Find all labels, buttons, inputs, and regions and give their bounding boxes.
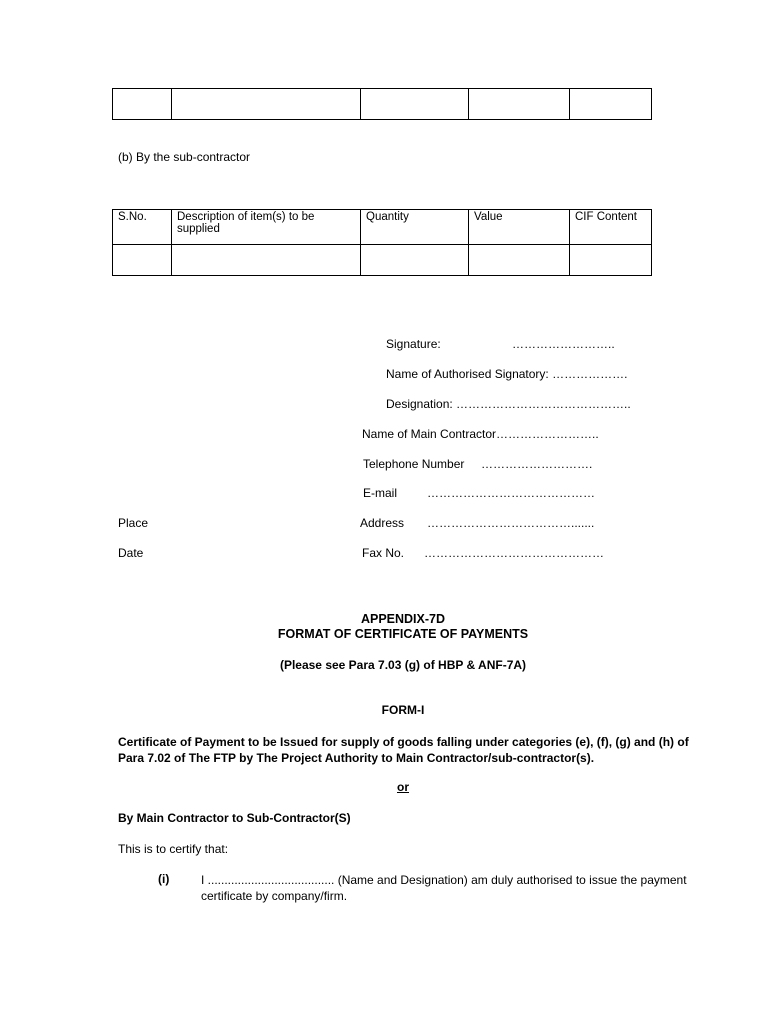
header-quantity: Quantity: [361, 210, 469, 245]
form-label: FORM-I: [381, 703, 425, 717]
appendix-title: APPENDIX-7D: [360, 612, 446, 626]
address-label: Address: [360, 516, 405, 530]
item-text: I ...................................... (Name and Designation) am duly authorised to issue the payment certificate by company/firm.: [201, 873, 687, 903]
certify-text: This is to certify that:: [118, 842, 229, 856]
signature-dots: ……………………..: [512, 337, 615, 351]
top-table: [112, 88, 652, 120]
table-cell: [570, 89, 652, 120]
appendix-subtitle: FORMAT OF CERTIFICATE OF PAYMENTS: [277, 627, 529, 641]
address-dots: ……………………………….......: [427, 516, 595, 530]
item-marker: (i): [158, 872, 170, 886]
signature-label: Signature:: [386, 337, 441, 351]
telephone-label: Telephone Number: [363, 457, 465, 471]
table-cell: [361, 245, 469, 276]
header-value: Value: [469, 210, 570, 245]
main-contractor: Name of Main Contractor……………………..: [362, 427, 599, 441]
table-cell: [469, 245, 570, 276]
telephone-dots: ……………………….: [481, 457, 593, 471]
designation: Designation: ……………………………………..: [386, 397, 631, 411]
table-cell: [469, 89, 570, 120]
fax-label: Fax No.: [362, 546, 405, 560]
table-cell: [113, 245, 172, 276]
table-cell: [361, 89, 469, 120]
table-row: [113, 245, 652, 276]
table-cell: [570, 245, 652, 276]
table-cell: [113, 89, 172, 120]
section-b-heading: (b) By the sub-contractor: [118, 150, 251, 164]
by-main-contractor: By Main Contractor to Sub-Contractor(S): [118, 811, 351, 825]
authorised-signatory: Name of Authorised Signatory: ……………….: [386, 367, 628, 381]
certificate-text: Certificate of Payment to be Issued for supply of goods falling under categories (e), (f), (g) and (h) of Para 7.02 of The FTP by The Project Authority to Main Contractor/sub-contractor(s).: [118, 735, 689, 765]
date-label: Date: [118, 546, 144, 560]
sub-contractor-table: [112, 209, 652, 276]
table-cell: [172, 245, 361, 276]
header-sno: S.No.: [113, 210, 172, 245]
table-row: [113, 89, 652, 120]
email-dots: ……………………………………: [427, 486, 595, 500]
header-cif-content: CIF Content: [570, 210, 652, 245]
email-label: E-mail: [363, 486, 398, 500]
fax-dots: ………………………………………: [424, 546, 604, 560]
table-header-row: [113, 210, 652, 245]
place-label: Place: [118, 516, 149, 530]
table-cell: [172, 89, 361, 120]
or-text: or: [397, 780, 409, 794]
appendix-reference: (Please see Para 7.03 (g) of HBP & ANF-7A): [279, 658, 527, 672]
header-description: Description of item(s) to be supplied: [172, 210, 361, 245]
